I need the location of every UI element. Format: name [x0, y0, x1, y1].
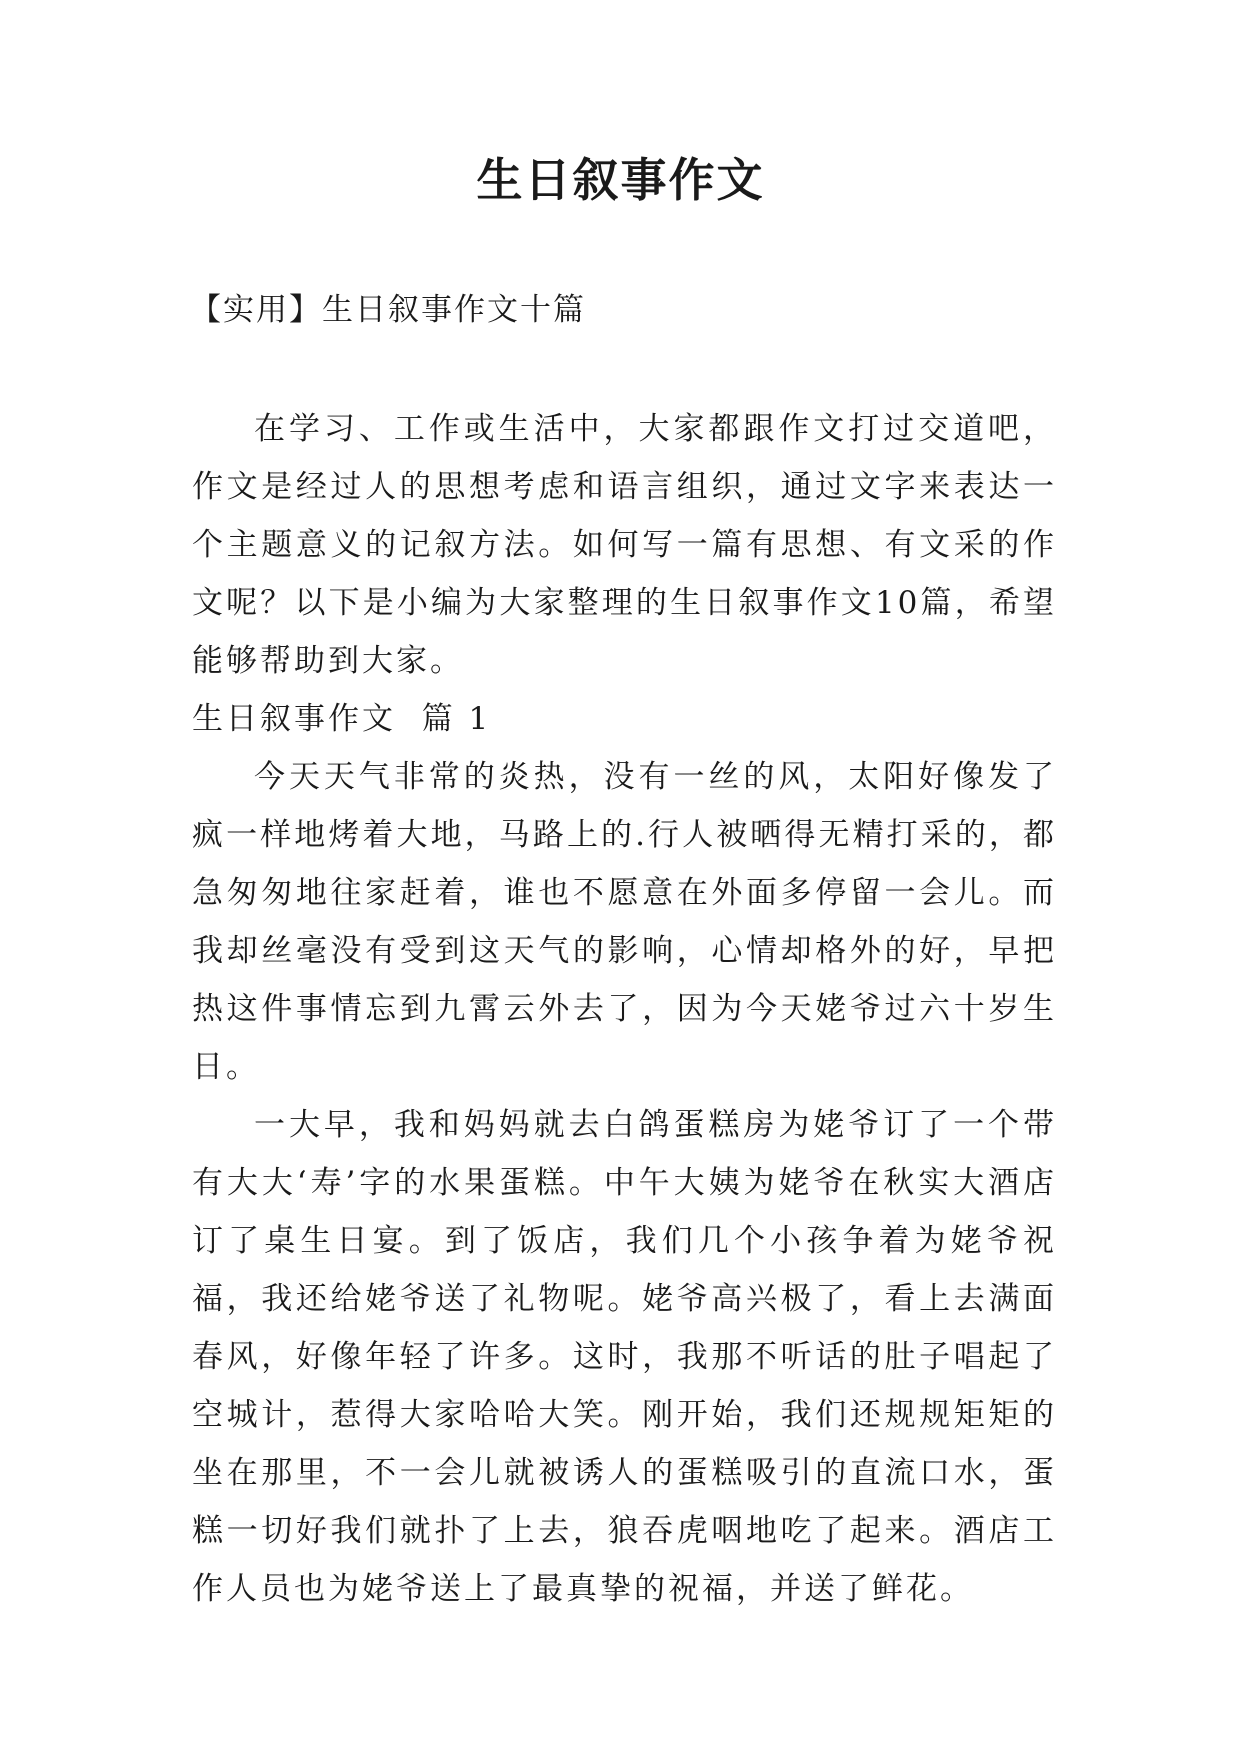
body-paragraph-1: 今天天气非常的炎热，没有一丝的风，太阳好像发了疯一样地烤着大地，马路上的.行人被晒得无精打采的，都急匆匆地往家赶着，谁也不愿意在外面多停留一会儿。而我却丝毫没有受到这天气的影响，心情却格外的好，早把热这件事情忘到九霄云外去了，因为今天姥爷过六十岁生日。 — [192, 759, 1057, 1085]
section-heading: 生日叙事作文 篇 1 — [192, 701, 492, 737]
body-paragraph-2: 一大早，我和妈妈就去白鸽蛋糕房为姥爷订了一个带有大大‘寿’字的水果蛋糕。中午大姨为姥爷在秋实大酒店订了桌生日宴。到了饭店，我们几个小孩争着为姥爷祝福，我还给姥爷送了礼物呢。姥爷高兴极了，看上去满面春风，好像年轻了许多。这时，我那不听话的肚子唱起了空城计，惹得大家哈哈大笑。刚开始，我们还规规矩矩的坐在那里，不一会儿就被诱人的蛋糕吸引的直流口水，蛋糕一切好我们就扑了上去，狼吞虎咽地吃了起来。酒店工作人员也为姥爷送上了最真挚的祝福，并送了鲜花。 — [192, 1107, 1057, 1607]
document-subtitle: 【实用】生日叙事作文十篇 — [190, 292, 586, 328]
document-title: 生日叙事作文 — [476, 153, 765, 207]
document-body — [192, 400, 1057, 1618]
intro-paragraph: 在学习、工作或生活中，大家都跟作文打过交道吧，作文是经过人的思想考虑和语言组织，通过文字来表达一个主题意义的记叙方法。如何写一篇有思想、有文采的作文呢？以下是小编为大家整理的生日叙事作文10篇，希望能够帮助到大家。 — [192, 411, 1057, 679]
